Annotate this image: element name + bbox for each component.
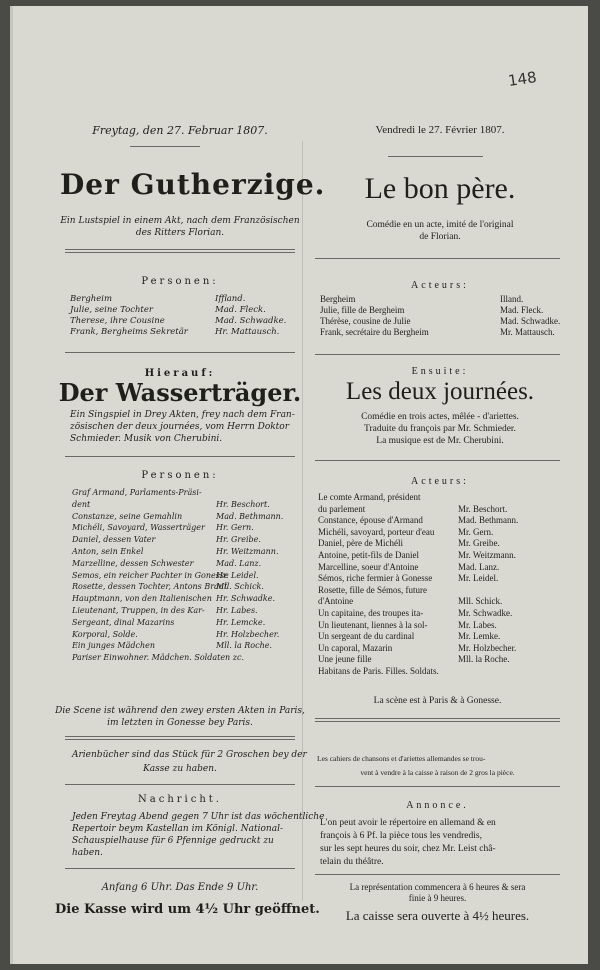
cast-row	[70, 305, 266, 315]
cast-row	[72, 535, 261, 545]
cast-role: du parlement	[318, 503, 366, 514]
cast-role: Hauptmann, von den Italienischen	[72, 594, 212, 604]
cast-role: Un caporal, Mazarin	[318, 642, 393, 653]
cast-role: Le comte Armand, président	[318, 492, 421, 502]
cast-row	[318, 561, 500, 572]
cast-role: Sergeant, dinal Mazarins	[72, 617, 175, 627]
cast-role: Frank, secrétaire du Bergheim	[320, 327, 429, 337]
left-subtitle-line2: des Ritters Florian.	[135, 228, 225, 238]
cast-role: Anton, sein Enkel	[72, 547, 144, 556]
right-notice-line3: sur les sept heures du soir, chez Mr. Leist châ-	[320, 844, 496, 854]
cast-actor: Mr. Greibe.	[458, 538, 500, 549]
cast-row	[320, 294, 524, 304]
cast-row	[318, 515, 519, 526]
cast-row	[318, 654, 510, 665]
cast-row	[72, 511, 284, 521]
left-date-rule	[130, 146, 200, 147]
cast-actor: Mad. Schwadke.	[215, 316, 287, 326]
cast-actor: Hr. Greibe.	[216, 535, 261, 545]
cast-role: Un capitaine, des troupes ita-	[318, 608, 424, 618]
cast-row	[320, 305, 544, 315]
cast-actor: Mad. Bethmann.	[458, 515, 519, 526]
cast-actor: Illand.	[500, 294, 524, 304]
right-rule	[315, 718, 560, 719]
right-notice-line4: telain du théâtre.	[320, 857, 384, 867]
cast-role: Semos, ein reicher Pachter in Gonesse	[72, 570, 229, 580]
left-rule	[65, 456, 295, 457]
cast-row	[72, 582, 264, 592]
cast-row	[72, 499, 270, 509]
cast-row	[72, 653, 244, 662]
left-cast-header: Personen:	[141, 276, 219, 287]
right-rule	[315, 258, 560, 259]
cast-actor: Mr. Leidel.	[458, 573, 499, 584]
left-booklet-line2: Kasse zu haben.	[143, 764, 217, 774]
left-date: Freytag, den 27. Februar 1807.	[92, 124, 268, 137]
cast-row	[72, 641, 273, 651]
cast-row	[70, 327, 280, 337]
cast-actor: Hr. Beschort.	[216, 499, 270, 509]
left-rule	[65, 736, 295, 737]
cast-actor: Mad. Lanz.	[216, 558, 262, 568]
right-booklet-line2: vent à vendre à la caisse à raison de 2 gros la pièce.	[360, 768, 515, 777]
cast-role: Daniel, dessen Vater	[72, 535, 156, 545]
cast-row	[318, 666, 439, 676]
cast-role: Lieutenant, Truppen, in des Kar-	[72, 606, 205, 615]
left-notice-line2: Repertoir beym Kastellan im Königl. National-	[72, 824, 284, 834]
right-rule	[315, 786, 560, 787]
left-rule	[65, 739, 295, 740]
cast-row	[318, 619, 497, 630]
right-title2: Les deux journées.	[345, 378, 535, 405]
left-title: Der Gutherzige.	[60, 168, 326, 201]
cast-actor: Mll. la Roche.	[458, 654, 510, 665]
cast-role: Michéli, savoyard, porteur d'eau	[318, 526, 435, 537]
left-scene-line1: Die Scene ist während den zwey ersten Akten in Paris,	[55, 706, 305, 716]
cast-actor: Mll. la Roche.	[216, 641, 273, 651]
cast-role: Graf Armand, Parlaments-Präsi-	[72, 488, 202, 497]
right-rule	[315, 354, 560, 355]
cast-role: Marcelline, soeur d'Antoine	[318, 561, 419, 572]
cast-role: Antoine, petit-fils de Daniel	[318, 550, 419, 560]
cast-row	[318, 538, 500, 549]
cast-actor: Mad. Fleck.	[500, 305, 544, 315]
cast-row	[72, 558, 262, 568]
right-notice-line2: françois à 6 Pf. la pièce tous les vendredis,	[320, 831, 482, 841]
cast-row	[72, 617, 266, 627]
right-subtitle2-line2: Traduite du françois par Mr. Schmieder.	[364, 424, 516, 434]
cast-role: Bergheim	[70, 294, 113, 304]
cast-actor: Mr. Holzbecher.	[458, 642, 517, 653]
cast-role: Habitans de Paris. Filles. Soldats.	[318, 666, 439, 676]
right-date-rule	[388, 156, 483, 157]
cast-row	[318, 573, 499, 584]
cast-role: Julie, seine Tochter	[70, 305, 153, 315]
cast-actor: Mll. Schick.	[216, 582, 264, 592]
cast-row	[70, 316, 287, 326]
right-rule	[315, 721, 560, 722]
right-rule	[315, 460, 560, 461]
cast-row	[72, 570, 259, 580]
right-subtitle2-line1: Comédie en trois actes, mêlée - d'ariettes.	[361, 412, 519, 422]
right-title: Le bon père.	[364, 172, 516, 205]
cast-row	[318, 550, 516, 560]
cast-row	[72, 523, 254, 533]
page-number: 148	[506, 68, 538, 90]
cast-role: Une jeune fille	[318, 654, 372, 665]
cast-actor: Hr. Labes.	[216, 606, 258, 615]
cast-role: Thérèse, cousine de Julie	[320, 316, 411, 326]
cast-actor: Hr. Lemcke.	[216, 617, 266, 627]
cast-actor: Iffland.	[215, 294, 246, 304]
cast-role: Constanze, seine Gemahlin	[72, 511, 183, 521]
left-subtitle2-line3: Schmieder. Musik von Cherubini.	[70, 434, 223, 444]
cast-role: Therese, ihre Cousine	[70, 316, 165, 326]
cast-row	[70, 294, 246, 304]
column-divider	[302, 141, 303, 901]
cast-row	[72, 547, 279, 556]
left-subtitle2-line2: zösischen der deux journées, vom Herrn Doktor	[70, 422, 290, 432]
cast-actor: Mll. Schick.	[458, 596, 503, 607]
cast-row	[318, 585, 427, 595]
cast-role: Frank, Bergheims Sekretär	[70, 327, 188, 337]
left-times: Anfang 6 Uhr. Das Ende 9 Uhr.	[101, 882, 259, 893]
cast-actor: Mad. Lanz.	[458, 561, 500, 572]
right-subtitle-line1: Comédie en un acte, imité de l'original	[366, 220, 514, 230]
cast-row	[320, 316, 561, 326]
cast-actor: Mr. Mattausch.	[500, 327, 555, 337]
cast-role: Pariser Einwohner. Mädchen. Soldaten zc.	[72, 653, 244, 663]
cast-role: Michéli, Savoyard, Wasserträger	[72, 523, 205, 533]
right-notice-header: Annonce.	[406, 800, 469, 811]
cast-role: Rosette, dessen Tochter, Antons Braut	[72, 582, 228, 592]
cast-actor: Hr. Gern.	[216, 523, 254, 533]
right-rule	[315, 874, 560, 875]
cast-role: Korporal, Solde.	[72, 629, 138, 639]
cast-role: Un sergeant de du cardinal	[318, 631, 415, 642]
left-subtitle2-line1: Ein Singspiel in Drey Akten, frey nach dem Fran-	[70, 410, 295, 420]
cast-actor: Hr. Weitzmann.	[216, 547, 279, 556]
cast-actor: Mr. Gern.	[458, 526, 494, 537]
left-booklet-line1: Arienbücher sind das Stück für 2 Groschen bey der	[72, 750, 307, 760]
cast-actor: Mr. Labes.	[458, 619, 497, 630]
right-subtitle-line2: de Florian.	[419, 232, 461, 242]
left-notice-line3: Schauspielhause für 6 Pfennige gedruckt zu	[72, 836, 274, 846]
right-scene: La scène est à Paris & à Gonesse.	[373, 696, 502, 706]
cast-actor: Hr. Leidel.	[216, 570, 259, 580]
right-date: Vendredi le 27. Février 1807.	[375, 124, 505, 136]
cast-row	[72, 594, 275, 604]
left-rule	[65, 784, 295, 785]
cast-actor: Mr. Lemke.	[458, 631, 501, 642]
left-box-office: Die Kasse wird um 4½ Uhr geöffnet.	[55, 902, 320, 917]
left-rule	[65, 249, 295, 250]
right-box-office: La caisse sera ouverte à 4½ heures.	[345, 908, 530, 923]
cast-actor: Hr. Holzbecher.	[216, 629, 280, 639]
cast-row	[318, 503, 508, 514]
cast-role: Constance, épouse d'Armand	[318, 515, 423, 526]
cast-actor: Mad. Fleck.	[215, 305, 266, 315]
left-notice-header: Nachricht.	[138, 794, 222, 805]
right-notice-line1: L'on peut avoir le répertoire en allemand & en	[320, 818, 496, 828]
cast-row	[320, 327, 555, 337]
right-times-line2: finie à 9 heures.	[408, 893, 467, 903]
cast-actor: Mr. Schwadke.	[458, 608, 513, 618]
left-title2: Der Wasserträger.	[58, 378, 302, 407]
left-subtitle-line1: Ein Lustspiel in einem Akt, nach dem Französischen	[60, 216, 300, 226]
right-cast2-header: Acteurs:	[411, 476, 469, 487]
cast-role: Ein junges Mädchen	[72, 641, 155, 651]
cast-actor: Mad. Schwadke.	[500, 316, 561, 326]
cast-role: Daniel, père de Michéli	[318, 538, 403, 549]
right-after-header: Ensuite:	[411, 366, 469, 377]
left-rule	[65, 352, 295, 353]
cast-row	[72, 488, 202, 497]
cast-row	[318, 526, 494, 537]
left-notice-line4: haben.	[72, 848, 103, 858]
left-scene-line2: im letzten in Gonesse bey Paris.	[107, 718, 253, 728]
cast-role: Rosette, fille de Sémos, future	[318, 584, 427, 595]
cast-role: dent	[72, 499, 91, 509]
left-rule	[65, 868, 295, 869]
cast-role: Julie, fille de Bergheim	[320, 305, 405, 315]
cast-role: Bergheim	[320, 294, 356, 304]
left-after-header: Hierauf:	[144, 368, 216, 379]
right-cast-header: Acteurs:	[411, 280, 469, 291]
left-cast2-header: Personen:	[141, 470, 219, 481]
cast-actor: Mr. Weitzmann.	[458, 550, 516, 560]
cast-role: Sémos, riche fermier à Gonesse	[318, 573, 433, 584]
cast-actor: Hr. Schwadke.	[216, 594, 275, 604]
cast-role: Un lieutenant, liennes à la sol-	[318, 619, 428, 630]
cast-row	[318, 608, 513, 618]
cast-actor: Mr. Beschort.	[458, 503, 508, 514]
cast-role: d'Antoine	[318, 596, 354, 607]
document-page	[10, 6, 588, 964]
cast-row	[318, 642, 517, 653]
right-subtitle2-line3: La musique est de Mr. Cherubini.	[376, 436, 504, 446]
right-times-line1: La représentation commencera à 6 heures & sera	[349, 882, 526, 892]
cast-row	[318, 492, 420, 502]
cast-actor: Mad. Bethmann.	[216, 511, 284, 521]
right-booklet-line1: Les cahiers de chansons et d'ariettes allemandes se trou-	[317, 754, 486, 763]
cast-role: Marzelline, dessen Schwester	[72, 558, 194, 568]
cast-row	[318, 596, 503, 607]
left-rule	[65, 252, 295, 253]
left-notice-line1: Jeden Freytag Abend gegen 7 Uhr ist das wöchentliche	[72, 812, 325, 822]
cast-row	[72, 606, 258, 615]
page-edge	[10, 6, 13, 964]
cast-actor: Hr. Mattausch.	[215, 327, 280, 337]
cast-row	[318, 631, 501, 642]
cast-row	[72, 629, 280, 639]
